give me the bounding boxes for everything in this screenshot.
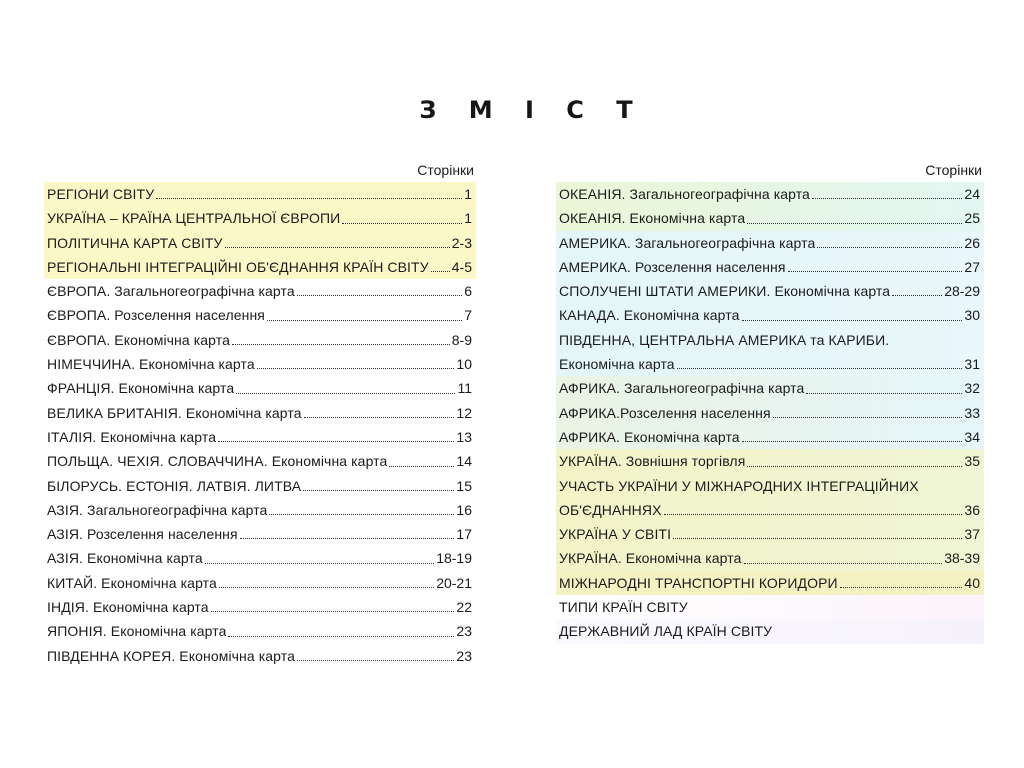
toc-entry [44,401,476,425]
toc-entry [556,571,984,595]
dot-leader [211,611,455,612]
toc-entry-title: АФРИКА. Загальногеографічна карта [559,380,805,397]
dot-leader [269,514,454,515]
toc-entry [44,571,476,595]
toc-entry-page: 4-5 [451,258,472,275]
toc-entry-title: КАНАДА. Економічна карта [559,307,740,324]
pages-label-right: Сторінки [925,162,982,178]
dot-leader [431,271,450,272]
toc-entry [556,255,984,279]
dot-leader [267,320,462,321]
toc-entry [556,619,984,643]
toc-entry-title: ІТАЛІЯ. Економічна карта [47,428,217,445]
toc-entry [556,231,984,255]
toc-entry [44,498,476,522]
toc-entry-page: 34 [964,428,980,445]
dot-leader [744,563,943,564]
toc-entry [556,376,984,400]
toc-entry-page: 22 [456,599,472,616]
toc-entry-page: 12 [456,404,472,421]
toc-entry-title: ТИПИ КРАЇН СВІТУ [559,599,688,616]
toc-entry-page: 36 [964,501,980,518]
toc-entry [556,279,984,303]
toc-right-list [556,182,984,644]
toc-entry-title: АФРИКА. Економічна карта [559,428,740,445]
toc-entry-title: АФРИКА.Розселення населення [559,404,771,421]
toc-entry [44,279,476,303]
dot-leader [205,563,434,564]
pages-label-left: Сторінки [417,162,474,178]
toc-entry-title: АМЕРИКА. Загальногеографічна карта [559,234,816,251]
toc-entry-title: УЧАСТЬ УКРАЇНИ У МІЖНАРОДНИХ ІНТЕГРАЦІЙНИХ [559,477,919,494]
toc-entry-title: УКРАЇНА. Економічна карта [559,550,742,567]
toc-entry [556,182,984,206]
dot-leader [742,320,963,321]
toc-entry-title: ЄВРОПА. Загальногеографічна карта [47,283,295,300]
toc-entry [44,352,476,376]
toc-entry-page: 16 [456,501,472,518]
toc-entry-page: 40 [964,574,980,591]
toc-entry [556,401,984,425]
toc-entry-page: 31 [964,356,980,373]
toc-entry-title: БІЛОРУСЬ. ЕСТОНІЯ. ЛАТВІЯ. ЛИТВА [47,477,302,494]
toc-entry [556,425,984,449]
toc-entry-page: 6 [464,283,472,300]
toc-entry-title: УКРАЇНА – КРАЇНА ЦЕНТРАЛЬНОЇ ЄВРОПИ [47,210,341,227]
toc-entry-page: 14 [456,453,472,470]
dot-leader [788,271,963,272]
toc-entry [44,522,476,546]
toc-entry [44,376,476,400]
dot-leader [747,223,962,224]
toc-entry-page: 26 [964,234,980,251]
toc-entry-page: 23 [456,647,472,664]
toc-entry [44,595,476,619]
dot-leader [673,538,962,539]
toc-left-column [44,160,476,668]
dot-leader [747,466,962,467]
toc-entry-title: ПІВДЕННА КОРЕЯ. Економічна карта [47,647,296,664]
toc-entry-page: 10 [456,356,472,373]
toc-entry [44,182,476,206]
toc-entry-page: 24 [964,186,980,202]
toc-entry [556,449,984,473]
toc-entry-title: ПОЛЬЩА. ЧЕХІЯ. СЛОВАЧЧИНА. Економічна карта [47,453,388,470]
toc-entry [44,303,476,327]
toc-entry-page: 28-29 [944,283,980,300]
toc-entry-page: 33 [964,404,980,421]
toc-entry-title: АЗІЯ. Економічна карта [47,550,203,567]
toc-entry-page: 7 [464,307,472,324]
dot-leader [218,441,454,442]
toc-entry-page: 2-3 [451,234,472,251]
dot-leader [817,247,962,248]
dot-leader [892,295,942,296]
toc-entry [556,595,984,619]
toc-entry-title: АМЕРИКА. Розселення населення [559,258,786,275]
dot-leader [297,295,462,296]
toc-entry [44,546,476,570]
toc-entry [556,498,984,522]
toc-entry [44,425,476,449]
toc-entry [44,231,476,255]
toc-entry-page: 32 [964,380,980,397]
toc-entry-title: СПОЛУЧЕНІ ШТАТИ АМЕРИКИ. Економічна карта [559,283,891,300]
toc-entry-page: 13 [456,428,472,445]
toc-entry-title: МІЖНАРОДНІ ТРАНСПОРТНІ КОРИДОРИ [559,574,838,591]
toc-entry-page: 18-19 [436,550,472,567]
toc-entry [44,449,476,473]
toc-entry [44,619,476,643]
toc-entry-title: ЄВРОПА. Розселення населення [47,307,265,324]
toc-entry [44,644,476,668]
dot-leader [156,198,462,199]
toc-entry-page: 27 [964,258,980,275]
toc-entry-page: 37 [964,526,980,543]
dot-leader [228,636,454,637]
toc-entry [556,522,984,546]
toc-entry [556,328,984,352]
toc-entry-page: 17 [456,526,472,543]
dot-leader [773,417,963,418]
dot-leader [232,344,450,345]
toc-entry-title: ДЕРЖАВНИЙ ЛАД КРАЇН СВІТУ [559,623,773,640]
toc-entry-page: 30 [964,307,980,324]
dot-leader [812,198,962,199]
toc-entry-title: Економічна карта [559,356,675,373]
dot-leader [219,587,434,588]
toc-entry-title: АЗІЯ. Загальногеографічна карта [47,501,268,518]
toc-entry [556,474,984,498]
dot-leader [840,587,963,588]
dot-leader [304,417,455,418]
dot-leader [342,223,462,224]
dot-leader [742,441,963,442]
dot-leader [806,393,962,394]
dot-leader [240,538,455,539]
toc-entry-title: КИТАЙ. Економічна карта [47,574,217,591]
dot-leader [677,368,963,369]
toc-entry-page: 20-21 [436,574,472,591]
toc-entry-page: 23 [456,623,472,640]
toc-entry-page: 15 [456,477,472,494]
toc-entry [556,352,984,376]
dot-leader [664,514,963,515]
toc-entry-title: АЗІЯ. Розселення населення [47,526,238,543]
toc-entry-title: ІНДІЯ. Економічна карта [47,599,209,616]
toc-entry-title: ВЕЛИКА БРИТАНІЯ. Економічна карта [47,404,302,421]
page-title: З М І С Т [419,96,645,124]
toc-entry-title: ЯПОНІЯ. Економічна карта [47,623,227,640]
toc-entry [556,546,984,570]
toc-entry [44,255,476,279]
toc-entry-page: 1 [464,186,472,202]
toc-entry-title: УКРАЇНА У СВІТІ [559,526,672,543]
toc-entry [44,206,476,230]
toc-entry-page: 25 [964,210,980,227]
toc-entry [44,328,476,352]
toc-entry-title: ПОЛІТИЧНА КАРТА СВІТУ [47,234,223,251]
dot-leader [389,466,454,467]
toc-entry-title: НІМЕЧЧИНА. Економічна карта [47,356,255,373]
toc-entry [556,206,984,230]
toc-entry-title: ОБ'ЄДНАННЯХ [559,501,662,518]
toc-entry-page: 11 [457,380,472,397]
toc-entry-title: УКРАЇНА. Зовнішня торгівля [559,453,746,470]
toc-left-list [44,182,476,668]
toc-entry-title: ПІВДЕННА, ЦЕНТРАЛЬНА АМЕРИКА та КАРИБИ. [559,331,890,348]
toc-entry-title: РЕГІОНАЛЬНІ ІНТЕГРАЦІЙНІ ОБ'ЄДНАННЯ КРАЇН СВІТУ [47,258,429,275]
toc-entry-title: ОКЕАНІЯ. Загальногеографічна карта [559,186,810,202]
dot-leader [303,490,454,491]
dot-leader [297,660,454,661]
dot-leader [225,247,450,248]
toc-entry-title: ЄВРОПА. Економічна карта [47,331,230,348]
toc-entry-page: 8-9 [451,331,472,348]
toc-entry-page: 35 [964,453,980,470]
toc-entry-title: РЕГІОНИ СВІТУ [47,186,155,202]
toc-right-column [556,160,984,644]
toc-entry-page: 1 [464,210,472,227]
toc-entry-title: ОКЕАНІЯ. Економічна карта [559,210,746,227]
toc-entry-page: 38-39 [944,550,980,567]
dot-leader [257,368,455,369]
toc-entry [556,303,984,327]
dot-leader [236,393,455,394]
toc-entry-title: ФРАНЦІЯ. Економічна карта [47,380,235,397]
toc-entry [44,474,476,498]
